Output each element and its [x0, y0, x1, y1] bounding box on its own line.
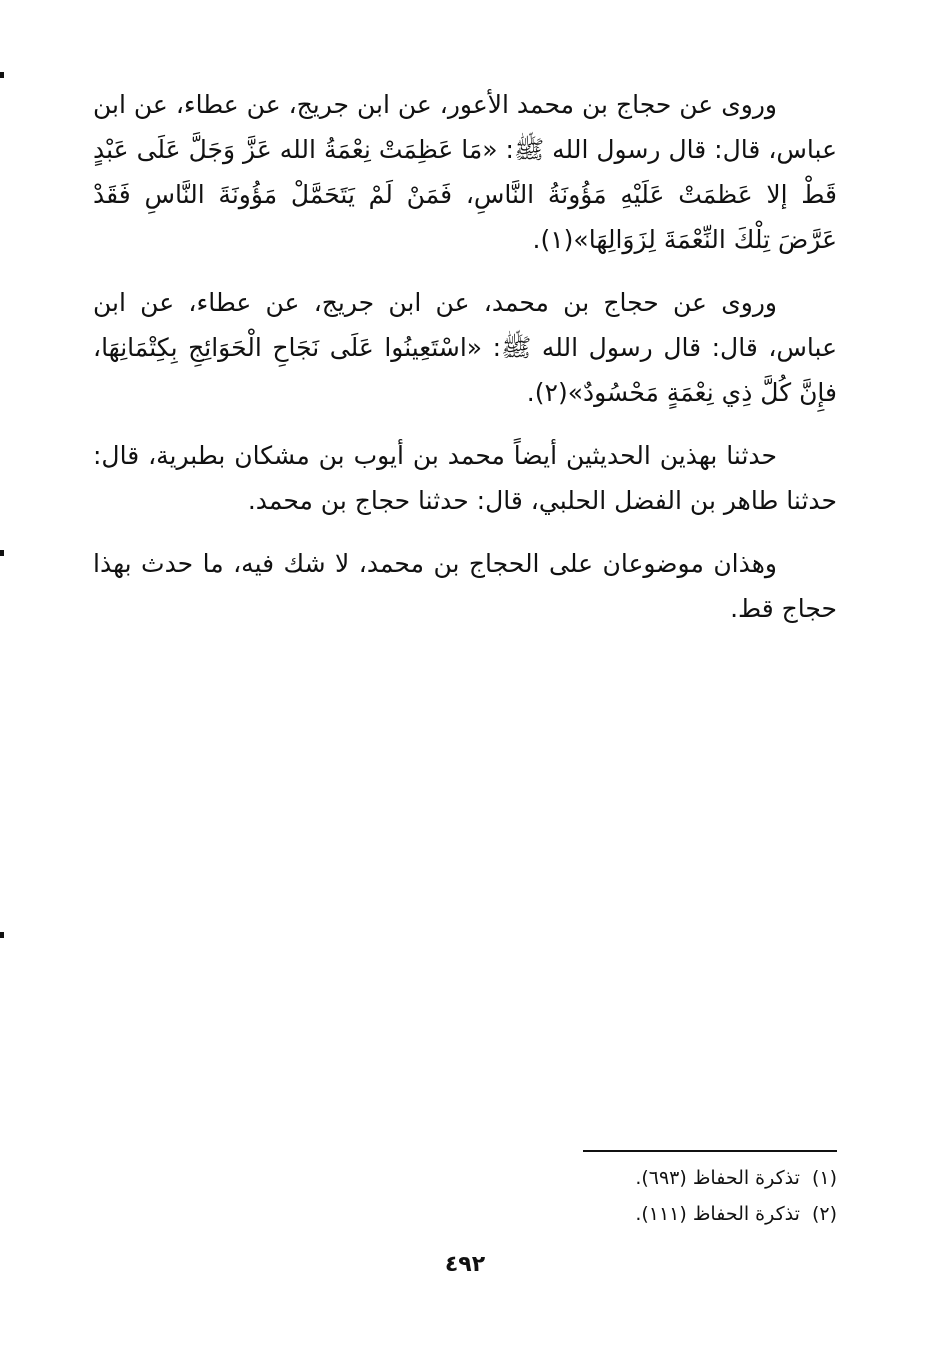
paragraph-hadith-2: وروى عن حجاج بن محمد، عن ابن جريج، عن عطاء، عن ابن عباس، قال: قال رسول الله ﷺ: «اسْتَعِينُوا عَلَى نَجَاحِ الْحَوَائِجِ بِكِتْمَانِهَا، فإِنَّ كُلَّ ذِي نِعْمَةٍ مَحْسُودٌ»(٢). [93, 288, 837, 407]
footnote-2 [420, 1196, 837, 1232]
margin-mark [0, 932, 4, 938]
footnote-text: تذكرة الحفاظ (١١١). [635, 1203, 800, 1225]
paragraph-chain: حدثنا بهذين الحديثين أيضاً محمد بن أيوب بن مشكان بطبرية، قال: حدثنا طاهر بن الفضل الحلبي، قال: حدثنا حجاج بن محمد. [93, 441, 837, 515]
paragraph-verdict: وهذان موضوعان على الحجاج بن محمد، لا شك فيه، ما حدث بهذا حجاج قط. [93, 549, 837, 623]
page-number: ٤٩٢ [444, 1252, 486, 1277]
footnote-text: تذكرة الحفاظ (٦٩٣). [635, 1167, 800, 1189]
main-text [93, 82, 837, 649]
footnote-marker: (٢) [811, 1203, 837, 1225]
footnotes [420, 1160, 837, 1232]
footnote-separator [583, 1150, 837, 1152]
footnote-marker: (١) [811, 1167, 837, 1189]
margin-mark [0, 72, 4, 78]
margin-mark [0, 550, 4, 556]
paragraph-hadith-1: وروى عن حجاج بن محمد الأعور، عن ابن جريج، عن عطاء، عن ابن عباس، قال: قال رسول الله ﷺ: «مَا عَظِمَتْ نِعْمَةُ الله عَزَّ وَجَلَّ عَلَى عَبْدٍ قَطْ إلا عَظمَتْ عَلَيْهِ مَؤُونَةُ النَّاسِ، فَمَنْ لَمْ يَتَحَمَّلْ مَؤُونَةَ النَّاسِ فَقَدْ عَرَّضَ تِلْكَ النِّعْمَةَ لِزَوَالِهَا»(١). [93, 90, 837, 254]
footnote-1 [420, 1160, 837, 1196]
